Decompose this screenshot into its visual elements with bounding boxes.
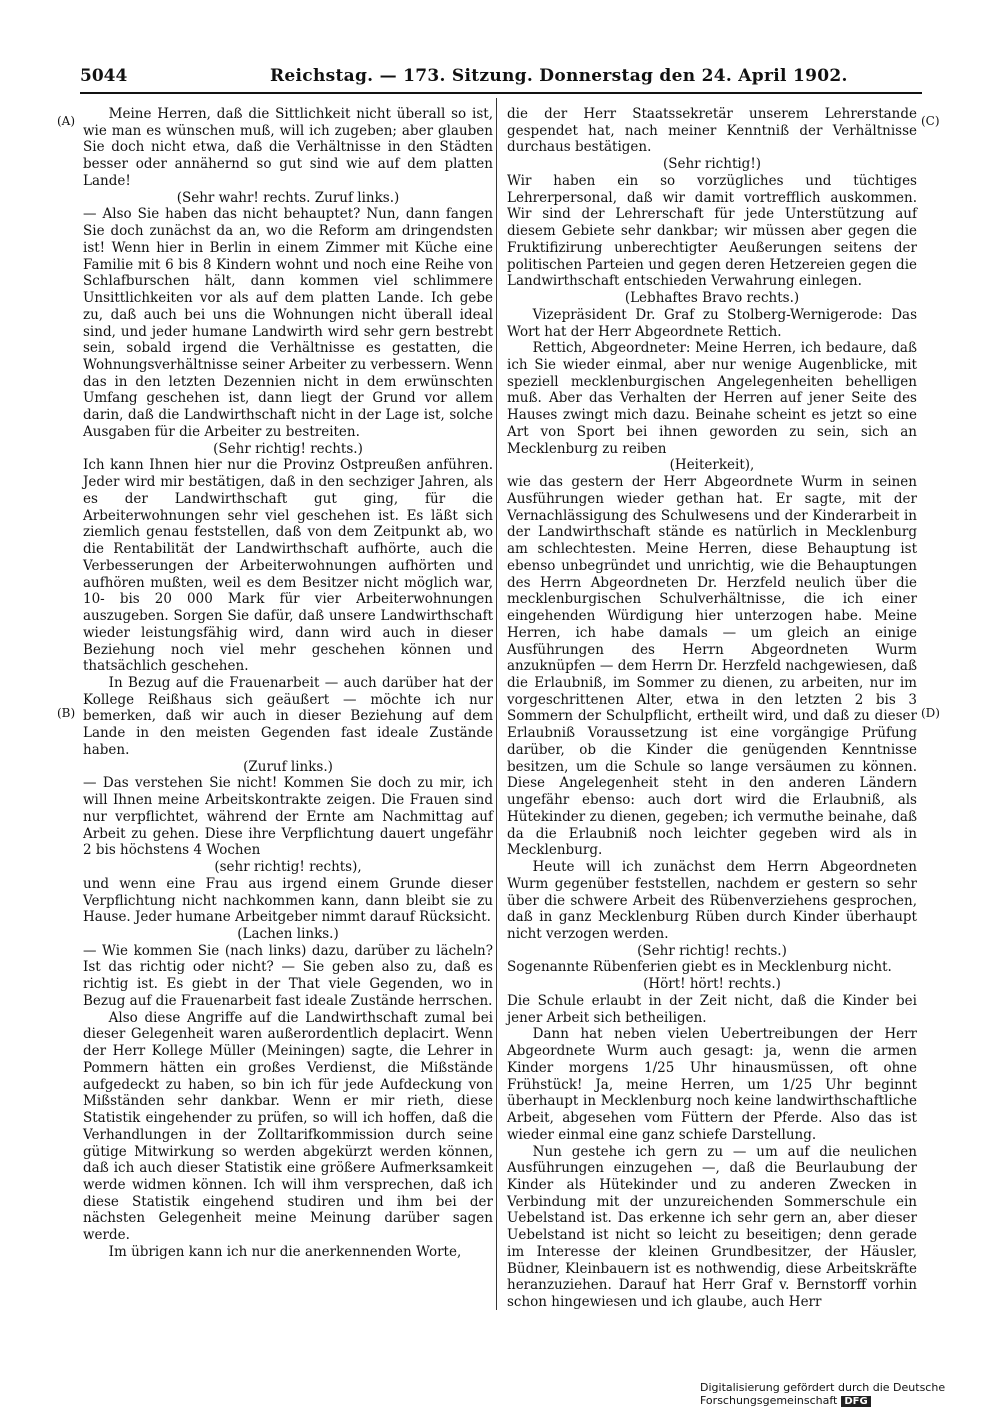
page-header [80, 62, 922, 92]
interjection: (Sehr richtig! rechts.) [213, 440, 363, 457]
paragraph: — Das verstehen Sie nicht! Kommen Sie doch zu mir, ich will Ihnen meine Arbeitskontrakte zeigen. Die Frauen sind nur verpflichtet, während der Ernte am Nachmittag auf Arbeit zu gehen. Diese ihre Verpflichtung dauert ungefähr 2 bis höchstens 4 Wochen [83, 775, 493, 859]
paragraph: Sogenannte Rübenferien giebt es in Mecklenburg nicht. [507, 959, 892, 976]
footer-credit [700, 1381, 1000, 1407]
interjection: (Sehr wahr! rechts. Zuruf links.) [176, 189, 400, 206]
margin-marker-a: (A) [57, 114, 76, 128]
right-column [507, 106, 917, 1311]
paragraph: — Also Sie haben das nicht behauptet? Nun, dann fangen Sie doch zunächst da an, wo die Reform am dringendsten ist! Wenn hier in Berlin in einem Zimmer mit Küche eine Familie mit 6 bis 8 Kindern wohnt und noch eine Reihe von Schlafburschen hält, dann kommen viel schlimmere Unsittlichkeiten vor als auf dem platten Lande. Ich gebe zu, daß auch bei uns die Wohnungen nicht überall ideal sind, und jeder humane Landwirth wird sehr gern bestrebt sein, sobald irgend die Verhältnisse es gestatten, die Wohnungsverhältnisse seiner Arbeiter zu verbessern. Wenn das in den letzten Dezennien nicht in dem erwünschten Umfang geschehen ist, dann liegt der Grund vor allem darin, daß die Landwirthschaft nicht in der Lage ist, solche Ausgaben für die Arbeiter zu bestreiten. [83, 206, 493, 440]
interjection: (Sehr richtig! rechts.) [637, 942, 787, 959]
paragraph: In Bezug auf die Frauenarbeit — auch darüber hat der Kollege Reißhaus sich geäußert — möchte ich nur bemerken, daß wir auch in dieser Beziehung auf dem Lande in den meisten Gegenden fast ideale Zustände haben. [83, 674, 493, 758]
paragraph: Heute will ich zunächst dem Herrn Abgeordneten Wurm gegenüber feststellen, nachdem er gestern so sehr über die schwere Arbeit des Rübenverziehens gesprochen, daß in ganz Mecklenburg Rüben durch Kinder überhaupt nicht verzogen werden. [507, 859, 917, 942]
paragraph: die der Herr Staatssekretär unserem Lehrerstande gespendet hat, nach meiner Kenntniß der Verhältnisse durchaus bestätigen. [507, 106, 917, 156]
paragraph: Nun gestehe ich gern zu — um auf die neulichen Ausführungen einzugehen —, daß die Beurlaubung der Kinder als Hütekinder und zu anderen Zwecken in Verbindung mit der unzureichenden Sommerschule ein Uebelstand ist. Das erkenne ich sehr gern an, aber dieser Uebelstand ist nicht so leicht zu beseitigen; denn gerade im Interesse der kleinen Grundbesitzer, der Häusler, Büdner, Kleinbauern ist es nothwendig, diese Arbeitskräfte heranzuziehen. Darauf hat Herr Graf v. Bernstorff vorhin schon hingewiesen und ich glaube, auch Herr [507, 1143, 917, 1311]
interjection: (Zuruf links.) [243, 758, 333, 775]
margin-marker-d: (D) [921, 706, 940, 720]
paragraph: Vizepräsident Dr. Graf zu Stolberg-Wernigerode: Das Wort hat der Herr Abgeordnete Rettich. [507, 306, 917, 340]
paragraph: wie das gestern der Herr Abgeordnete Wurm in seinen Ausführungen wieder gethan hat. Er sagte, mit der Vernachlässigung des Schulwesens und der Kinderarbeit in der Landwirthschaft stände es natürlich in Mecklenburg am schlechtesten. Meine Herren, diese Behauptung ist ebenso unbegründet und unrichtig, wie die Behauptungen des Herrn Abgeordneten Dr. Herzfeld neulich über die mecklenburgischen Schulverhältnisse, die ich einer eingehenden Würdigung hier unterzogen habe. Meine Herren, ich habe damals — um gleich an einige Ausführungen des Herrn Abgeordneten Wurm anzuknüpfen — dem Herrn Dr. Herzfeld nachgewiesen, daß die Erlaubniß, im Sommer zu dienen, zu arbeiten, nur im vorgeschrittenen Alter, etwa in den letzten 2 bis 3 Sommern der Schulpflicht, ertheilt wird, und daß zu dieser Erlaubniß Voraussetzung ist eine vorgängige Prüfung darüber, ob die Kinder die genügenden Kenntnisse besitzen, um die Schule so lange versäumen zu können. Diese Angelegenheit steht in den anderen Ländern ungefähr ebenso: auch dort wird die Erlaubniß, als Hütekinder zu dienen, gegeben; ich vermuthe beinahe, daß da die Erlaubniß noch leichter gegeben wird als in Mecklenburg. [507, 474, 917, 859]
paragraph: Meine Herren, daß die Sittlichkeit nicht überall so ist, wie man es wünschen muß, will ich zugeben; aber glauben Sie doch nicht etwa, daß die Verhältnisse in den Städten besser oder annähernd so gut sind wie auf dem platten Lande! [83, 106, 493, 189]
margin-marker-b: (B) [57, 706, 76, 720]
margin-marker-c: (C) [921, 114, 940, 128]
paragraph: Rettich, Abgeordneter: Meine Herren, ich bedaure, daß ich Sie wieder einmal, aber nur wenige Augenblicke, mit speziell mecklenburgischen Angelegenheiten behelligen muß. Aber das Verhalten der Herren auf jener Seite des Hauses zwingt mich dazu. Beinahe scheint es jetzt so eine Art von Sport bei ihnen geworden zu sein, sich an Mecklenburg zu reiben [507, 340, 917, 457]
paragraph: Die Schule erlaubt in der Zeit nicht, daß die Kinder bei jener Arbeit sich betheiligen. [507, 992, 917, 1026]
dfg-logo: DFG [841, 1396, 870, 1407]
paragraph: Wir haben ein so vorzügliches und tüchtiges Lehrerpersonal, daß wir damit vortrefflich auskommen. Wir sind der Lehrerschaft für jede Unterstützung auf diesem Gebiete sehr dankbar; wir müssen aber gegen die Fruktifizirung unberechtigter Aeußerungen seitens der politischen Parteien und gegen deren Hetzereien gegen die Landwirthschaft entschieden Verwahrung einlegen. [507, 172, 917, 290]
running-head: Reichstag. — 173. Sitzung. Donnerstag den 24. April 1902. [270, 66, 848, 86]
paragraph: — Wie kommen Sie (nach links) dazu, darüber zu lächeln? Ist das richtig oder nicht? — Sie geben also zu, daß es richtig ist. Es giebt in der That viele Gegenden, wo in Bezug auf die Frauenarbeit fast ideale Zustände herrschen. [83, 942, 493, 1009]
interjection: (Lebhaftes Bravo rechts.) [624, 290, 800, 307]
interjection: (Heiterkeit), [669, 457, 755, 474]
paragraph: Ich kann Ihnen hier nur die Provinz Ostpreußen anführen. Jeder wird mir bestätigen, daß in den sechziger Jahren, als es der Landwirthschaft gut ging, für die Arbeiterwohnungen sehr viel geschehen ist. Es läßt sich ziemlich genau feststellen, daß von dem Zeitpunkt ab, wo die Rentabilität der Landwirthschaft aufhörte, auch die Verbesserungen der Arbeiterwohnungen aufhörten und aufhören mußten, weil es dem Besitzer nicht möglich war, 10- bis 20 000 Mark für vier Arbeiterwohnungen auszugeben. Sorgen Sie dafür, daß unsere Landwirthschaft wieder leistungsfähig wird, dann wird auch in dieser Beziehung noch viel mehr geschehen können und thatsächlich geschehen. [83, 457, 493, 675]
footer-text: Digitalisierung gefördert durch die Deutsche Forschungsgemeinschaft [700, 1381, 946, 1407]
paragraph: Dann hat neben vielen Uebertreibungen der Herr Abgeordnete Wurm auch gesagt: ja, wenn die armen Kinder morgens 1/25 Uhr hinausmüssen, oft ohne Frühstück! Ja, meine Herren, um 1/25 Uhr beginnt überhaupt in Mecklenburg noch keine landwirthschaftliche Arbeit, abgesehen vom Füttern der Pferde. Also das ist wieder einmal eine ganz schiefe Darstellung. [507, 1026, 917, 1143]
column-divider [496, 98, 497, 1310]
interjection: (Sehr richtig!) [662, 156, 762, 173]
header-rule [80, 92, 922, 94]
interjection: (Hört! hört! rechts.) [643, 976, 781, 993]
interjection: (sehr richtig! rechts), [214, 859, 362, 876]
paragraph: und wenn eine Frau aus irgend einem Grunde dieser Verpflichtung nicht nachkommen kann, dann bleibt sie zu Hause. Jeder humane Arbeitgeber nimmt darauf Rücksicht. [83, 875, 493, 926]
page-number: 5044 [80, 66, 128, 86]
paragraph: Im übrigen kann ich nur die anerkennenden Worte, [108, 1243, 462, 1260]
paragraph: Also diese Angriffe auf die Landwirthschaft zumal bei dieser Gelegenheit waren außerordentlich deplacirt. Wenn der Herr Kollege Müller (Meiningen) sagte, die Lehrer in Pommern hätten ein großes Verdienst, die Mißstände aufgedeckt zu haben, so bin ich für jede Aufdeckung von Mißständen sehr dankbar. Wenn er mir rieth, diese Statistik eingehender zu prüfen, so will ich hoffen, daß die Verhandlungen in der Zolltarifkommission durch seine gütige Mitwirkung so werden abgekürzt werden können, daß ich auch dieser Statistik eine größere Aufmerksamkeit werde widmen können. Ich will ihm versprechen, daß ich diese Statistik eingehend studiren und ihm bei der nächsten Gelegenheit meine Meinung darüber sagen werde. [83, 1009, 493, 1244]
left-column [83, 106, 493, 1261]
interjection: (Lachen links.) [237, 925, 339, 942]
